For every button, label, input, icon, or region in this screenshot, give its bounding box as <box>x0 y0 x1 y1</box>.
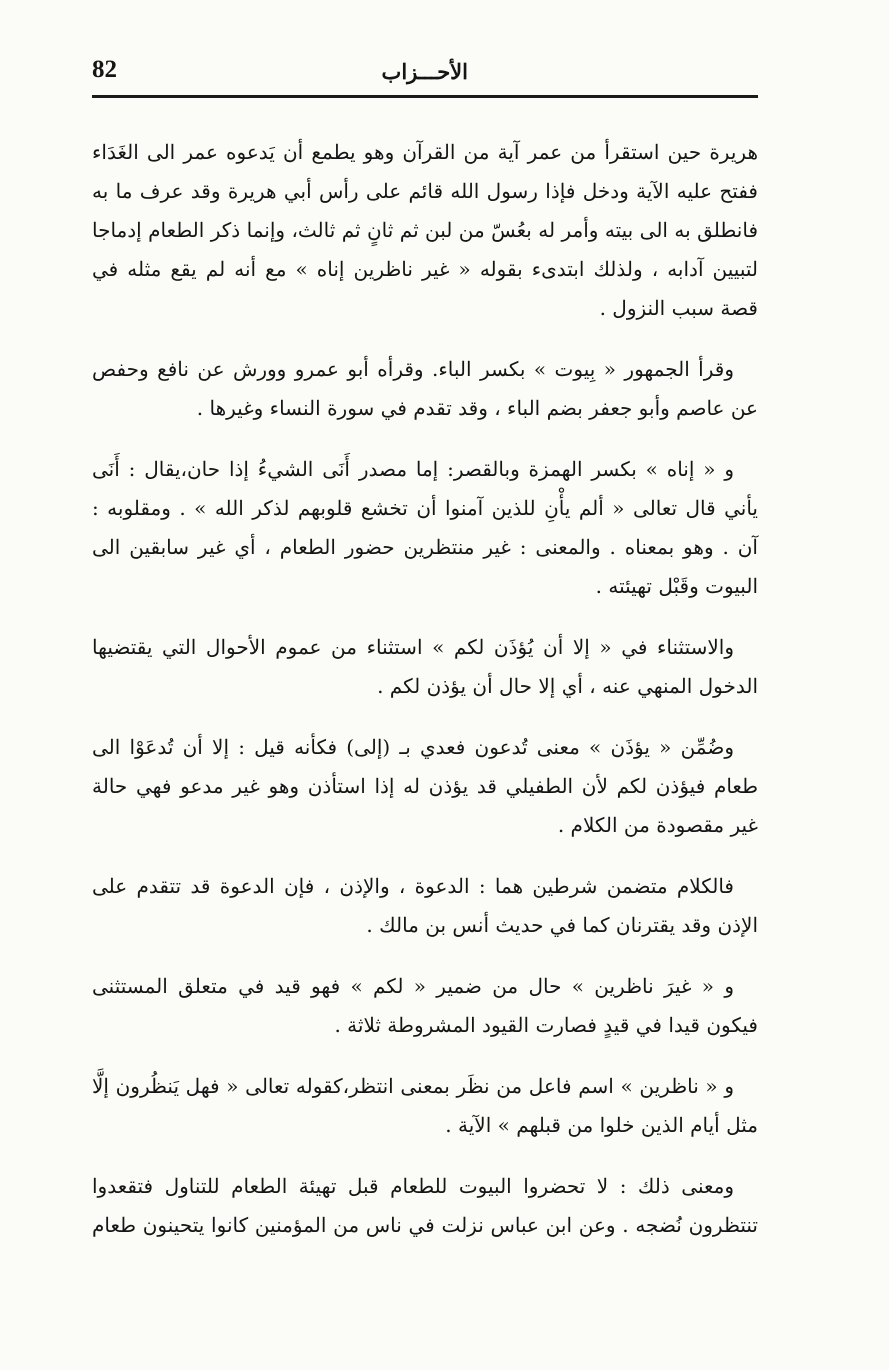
text-line: تنتظرون نُضجه . وعن ابن عباس نزلت في ناس من المؤمنين كانوا يتحينون طعام <box>92 1213 758 1237</box>
paragraph <box>92 350 758 428</box>
text-line: ومعنى ذلك : لا تحضروا البيوت للطعام قبل تهيئة الطعام للتناول فتقعدوا <box>92 1174 734 1198</box>
text-line: البيوت وقَبْل تهيئته . <box>595 574 758 598</box>
text-line: والاستثناء في « إلا أن يُؤذَن لكم » استثناء من عموم الأحوال التي يقتضيها <box>92 635 734 659</box>
text-line: الدخول المنهي عنه ، أي إلا حال أن يؤذن لكم . <box>377 674 758 698</box>
running-title: الأحـــزاب <box>381 59 468 84</box>
text-line: وضُمِّن « يؤذَن » معنى تُدعون فعدي بـ (إلى) فكأنه قيل : إلا أن تُدعَوْا الى <box>92 735 734 759</box>
text-line: غير مقصودة من الكلام . <box>557 813 758 837</box>
text-line: هريرة حين استقرأ من عمر آية من القرآن وهو يطمع أن يَدعوه عمر الى الغَدَاء <box>92 140 758 164</box>
text-line: الإذن وقد يقترنان كما في حديث أنس بن مالك . <box>366 913 758 937</box>
text-line: وقرأ الجمهور « بِيوت » بكسر الباء. وقرأه أبو عمرو وورش عن نافع وحفص <box>92 357 734 381</box>
text-line: آن . وهو بمعناه . والمعنى : غير منتظرين حضور الطعام ، أي غير سابقين الى <box>92 535 758 559</box>
text-line: و « غيرَ ناظرين » حال من ضمير « لكم » فهو قيد في متعلق المستثنى <box>92 974 734 998</box>
paragraph <box>92 628 758 706</box>
text-line: و « ناظرين » اسم فاعل من نظَر بمعنى انتظر،كقوله تعالى « فهل يَنظُرون إلَّا <box>92 1074 734 1098</box>
text-line: يأني قال تعالى « ألم يأْنِ للذين آمنوا أن تخشع قلوبهم لذكر الله » . ومقلوبه : <box>92 496 758 520</box>
page-number: 82 <box>92 56 117 83</box>
text-line: لتبيين آدابه ، ولذلك ابتدىء بقوله « غير ناظرين إناه » مع أنه لم يقع مثله في <box>92 257 758 281</box>
page-body <box>92 133 758 1267</box>
text-line: و « إناه » بكسر الهمزة وبالقصر: إما مصدر أَنَى الشيءُ إذا حان،يقال : أَنَى <box>92 457 734 481</box>
paragraph <box>92 867 758 945</box>
paragraph <box>92 728 758 845</box>
paragraph <box>92 133 758 328</box>
text-line: عن عاصم وأبو جعفر بضم الباء ، وقد تقدم في سورة النساء وغيرها . <box>196 396 758 420</box>
text-line: فانطلق به الى بيته وأمر له بعُسّ من لبن ثم ثانٍ ثم ثالث، وإنما ذكر الطعام إدماجا <box>92 218 758 242</box>
text-line: مثل أيام الذين خلوا من قبلهم » الآية . <box>445 1113 758 1137</box>
paragraph <box>92 1067 758 1145</box>
paragraph <box>92 967 758 1045</box>
text-line: فيكون قيدا في قيدٍ فصارت القيود المشروطة ثلاثة . <box>334 1013 758 1037</box>
paragraph <box>92 1167 758 1245</box>
text-line: قصة سبب النزول . <box>599 296 758 320</box>
paragraph <box>92 450 758 606</box>
text-line: فالكلام متضمن شرطين هما : الدعوة ، والإذن ، فإن الدعوة قد تتقدم على <box>92 874 734 898</box>
header-rule <box>92 95 758 98</box>
text-line: طعام فيؤذن لكم لأن الطفيلي قد يؤذن له إذا استأذن وهو غير مدعو فهي حالة <box>92 774 758 798</box>
page-header <box>92 52 758 96</box>
text-line: ففتح عليه الآية ودخل فإذا رسول الله قائم على رأس أبي هريرة وقد عرف ما به <box>92 179 758 203</box>
